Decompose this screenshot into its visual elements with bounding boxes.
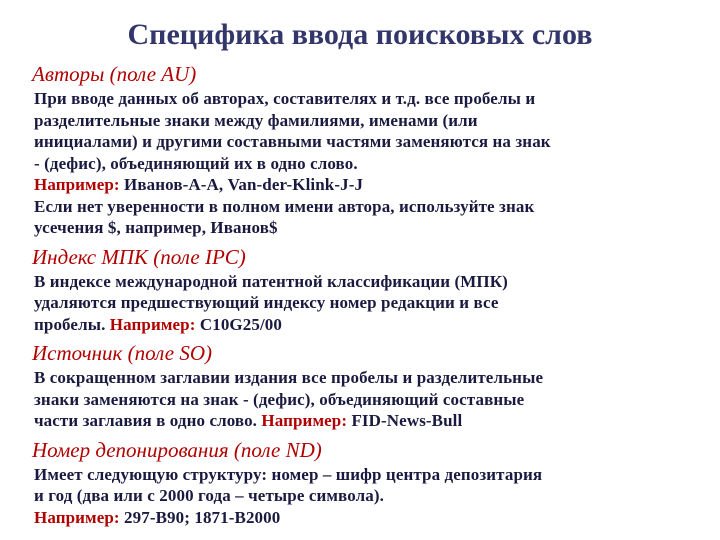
body-line: знаки заменяются на знак - (дефис), объединяющий составные [34,389,525,409]
section-heading-ipc: Индекс МПК (поле IPC) [32,244,246,269]
slide-title: Специфика ввода поисковых слов [127,18,593,51]
body-line: В индексе международной патентной классификации (МПК) [34,271,508,291]
section-body-source [34,367,704,432]
body-line: инициалами) и другими составными частями заменяются на знак [34,132,551,151]
body-line: и год (два или с 2000 года – четыре символа). [34,486,384,505]
example-value: C10G25/00 [199,314,282,334]
example-label: Например: [34,507,120,527]
section-body-deposit [34,464,704,529]
example-label: Например: [34,175,120,194]
example-value: Иванов-А-А, Van-der-Klink-J-J [124,175,364,194]
section-heading-authors: Авторы (поле AU) [32,62,197,86]
slide-content [34,62,704,534]
body-line: При вводе данных об авторах, составителях и т.д. все пробелы и [34,89,536,108]
body-text: пробелы. [34,314,106,334]
example-line [34,314,704,336]
body-line: В сокращенном заглавии издания все пробелы и разделительные [34,368,544,387]
body-line: удаляются предшествующий индексу номер редакции и все [34,293,499,312]
example-label: Например: [109,314,196,334]
example-line [34,410,704,432]
body-line: - (дефис), объединяющий их в одно слово. [34,153,358,173]
body-line: Если нет уверенности в полном имени автора, используйте знак [34,196,535,216]
example-value: 297-B90; 1871-B2000 [124,507,281,527]
section-heading-deposit: Номер депонирования (поле ND) [32,437,322,462]
section-body-ipc [34,271,704,336]
body-line: Имеет следующую структуру: номер – шифр центра депозитария [34,464,543,484]
example-value: FID-News-Bull [351,411,463,430]
body-line: разделительные знаки между фамилиями, именами (или [34,110,478,130]
example-line [34,507,704,529]
example-line [34,174,704,196]
section-heading-source: Источник (поле SO) [32,341,212,365]
body-line: усечения $, например, Иванов$ [34,218,278,237]
section-body-authors [34,88,704,239]
example-label: Например: [261,411,348,430]
body-text: части заглавия в одно слово. [34,411,258,430]
